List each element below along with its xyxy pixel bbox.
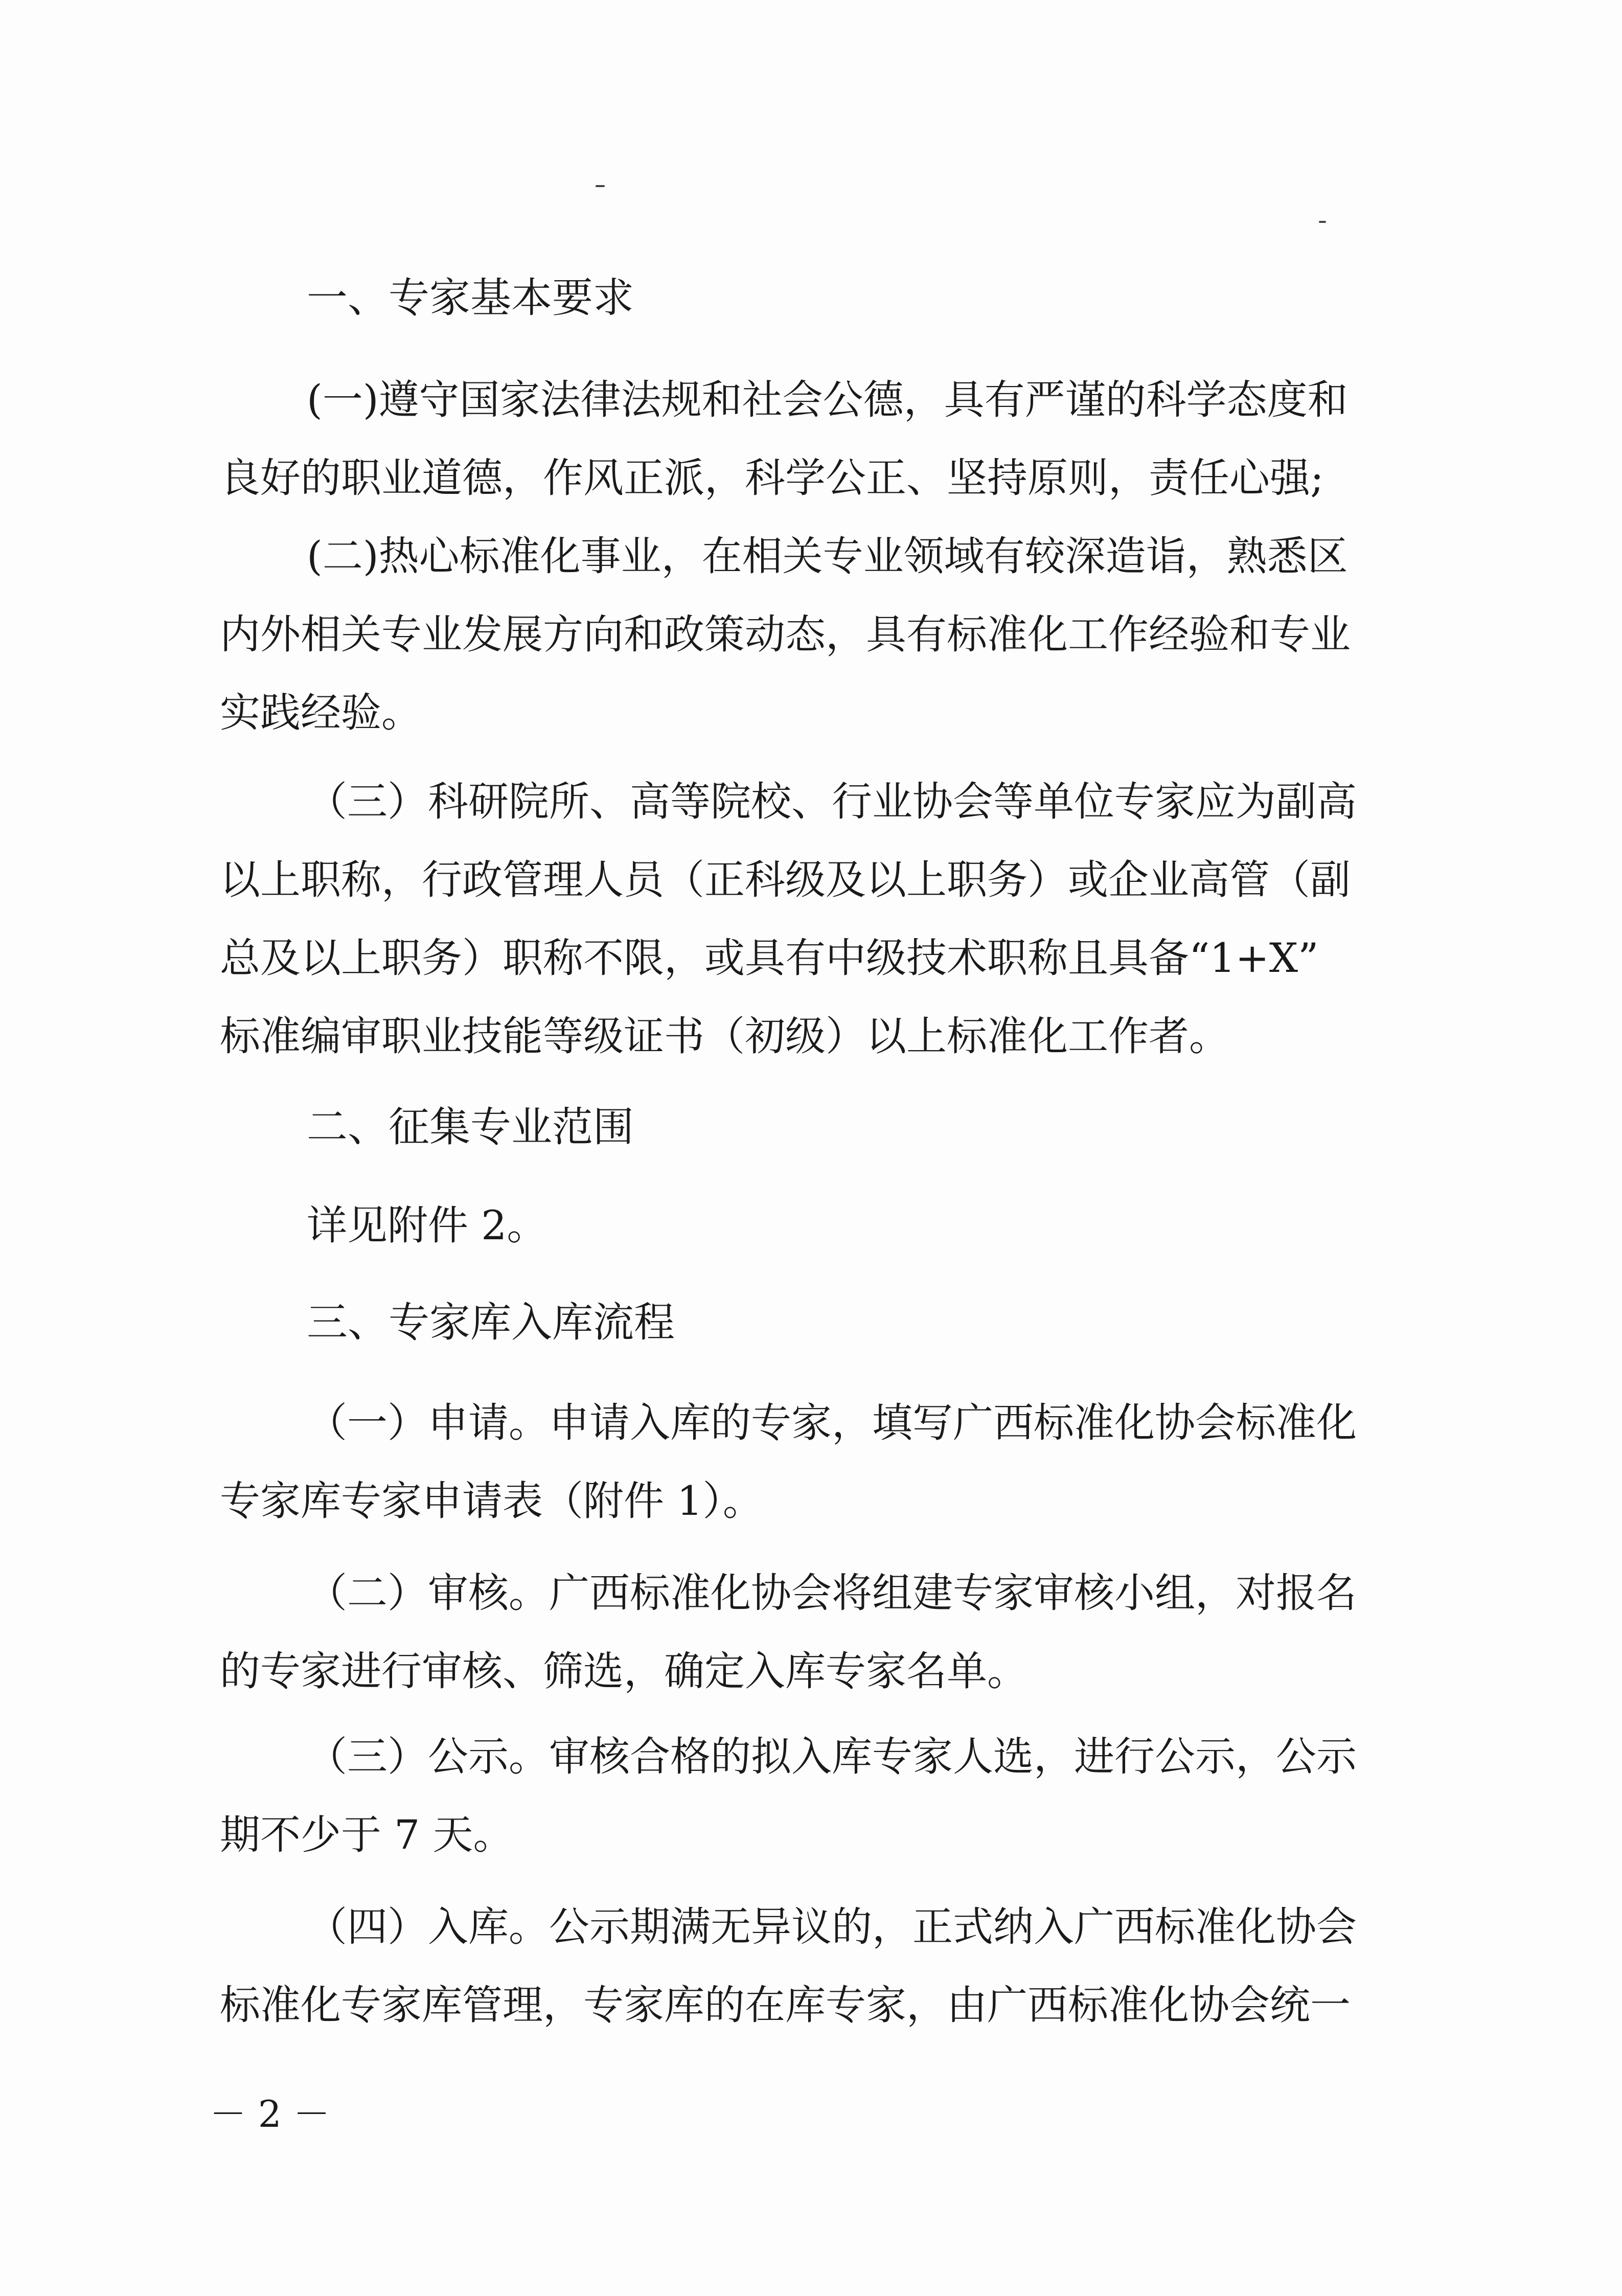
line-text: (一)遵守国家法律法规和社会公德，具有严谨的科学态度和 [307,376,1348,423]
paragraph-line [0,1187,1622,1264]
paragraph-line [0,674,1622,751]
line-text: （一）申请。申请入库的专家，填写广西标准化协会标准化 [307,1399,1357,1446]
scan-mark [596,185,605,187]
line-text: （三）公示。审核合格的拟入库专家人选，进行公示，公示 [307,1733,1357,1780]
line-text: （二）审核。广西标准化协会将组建专家审核小组，对报名 [307,1570,1357,1617]
heading-text: 一、专家基本要求 [307,274,634,322]
scan-mark [1319,221,1326,223]
line-text: 的专家进行审核、筛选，确定入库专家名单。 [220,1648,1027,1695]
paragraph-line [0,842,1622,918]
section-heading [0,260,1622,336]
paragraph-line [0,763,1622,840]
section-heading [0,1284,1622,1361]
line-text: （三）科研院所、高等院校、行业协会等单位专家应为副高 [307,778,1357,825]
paragraph-line [0,1967,1622,2043]
heading-text: 二、征集专业范围 [307,1103,634,1151]
paragraph-line [0,1797,1622,1873]
paragraph-line [0,998,1622,1075]
line-text: 实践经验。 [220,689,422,736]
paragraph-line [0,1633,1622,1710]
section-heading [0,1089,1622,1166]
paragraph-line [0,1889,1622,1965]
line-text: (二)热心标准化事业，在相关专业领域有较深造诣，熟悉区 [307,533,1348,580]
line-text: 标准化专家库管理，专家库的在库专家，由广西标准化协会统一 [220,1982,1351,2029]
line-text: 良好的职业道德，作风正派，科学公正、坚持原则，责任心强; [220,454,1324,502]
line-text: 详见附件 2。 [307,1202,547,1249]
paragraph-line [0,1384,1622,1461]
line-text: 专家库专家申请表（附件 1）。 [220,1477,763,1525]
line-text: 期不少于 7 天。 [220,1811,514,1858]
paragraph-line [0,1718,1622,1795]
line-text: 标准编审职业技能等级证书（初级）以上标准化工作者。 [220,1013,1229,1060]
line-text: 总及以上职务）职称不限，或具有中级技术职称且具备“1+X” [220,935,1319,982]
line-text: 内外相关专业发展方向和政策动态，具有标准化工作经验和专业 [220,611,1351,658]
heading-text: 三、专家库入库流程 [307,1299,675,1346]
paragraph-line [0,1555,1622,1631]
paragraph-line [0,440,1622,516]
paragraph-line [0,1463,1622,1539]
paragraph-line [0,920,1622,996]
line-text: （四）入库。公示期满无异议的，正式纳入广西标准化协会 [307,1903,1357,1950]
page-number: － 2 － [210,2093,330,2135]
line-text: 以上职称，行政管理人员（正科级及以上职务）或企业高管（副 [220,856,1351,903]
paragraph-line [0,518,1622,595]
paragraph-line [0,596,1622,673]
paragraph-line [0,361,1622,438]
